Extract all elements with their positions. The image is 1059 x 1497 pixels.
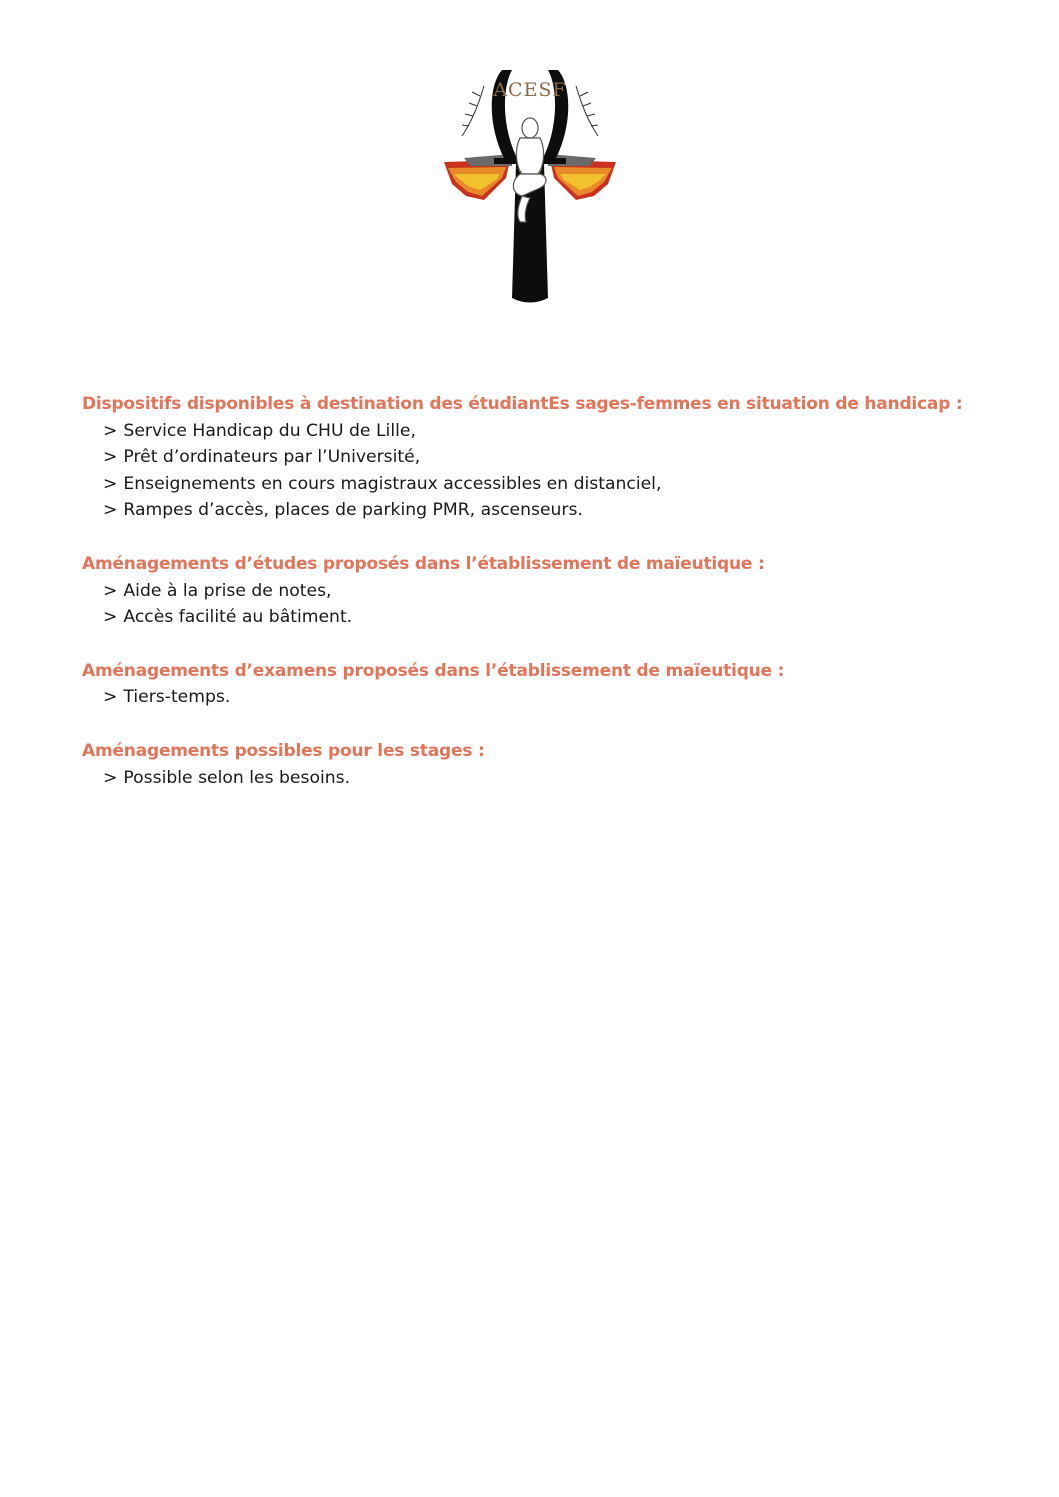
bullet-glyph: > (103, 607, 118, 628)
bullet-glyph: > (103, 767, 118, 788)
list-item (82, 604, 982, 631)
section-amenagements-examens (82, 658, 982, 711)
item-text: Enseignements en cours magistraux accessibles en distanciel, (123, 473, 662, 494)
item-text: Tiers-temps. (123, 687, 231, 708)
bullet-glyph: > (103, 687, 118, 708)
list-item (82, 444, 982, 471)
section-amenagements-etudes (82, 551, 982, 631)
item-list (82, 578, 982, 631)
list-item (82, 765, 982, 792)
bullet-glyph: > (103, 500, 118, 521)
section-heading: Dispositifs disponibles à destination des étudiantEs sages-femmes en situation de handicap : (82, 394, 963, 414)
bullet-glyph: > (103, 420, 118, 441)
item-text: Accès facilité au bâtiment. (123, 607, 353, 628)
section-heading: Aménagements d’examens proposés dans l’établissement de maïeutique : (82, 660, 785, 681)
bullet-glyph: > (103, 580, 118, 601)
item-text: Rampes d’accès, places de parking PMR, ascenseurs. (123, 500, 583, 521)
item-list (82, 765, 982, 792)
list-item (82, 684, 982, 711)
section-heading: Aménagements d’études proposés dans l’établissement de maïeutique : (82, 553, 765, 574)
section-heading: Aménagements possibles pour les stages : (82, 740, 485, 761)
logo-text: ACESF (493, 79, 567, 101)
list-item (82, 418, 982, 445)
document-content (82, 391, 982, 818)
section-amenagements-stages (82, 738, 982, 791)
item-text: Prêt d’ordinateurs par l’Université, (123, 447, 421, 468)
item-text: Aide à la prise de notes, (123, 580, 332, 601)
section-dispositifs (82, 391, 982, 524)
list-item (82, 471, 982, 498)
acesf-logo (440, 66, 620, 306)
bullet-glyph: > (103, 473, 118, 494)
list-item (82, 497, 982, 524)
item-text: Possible selon les besoins. (123, 767, 351, 788)
list-item (82, 578, 982, 605)
item-list (82, 684, 982, 711)
bullet-glyph: > (103, 447, 118, 468)
item-list (82, 418, 982, 524)
item-text: Service Handicap du CHU de Lille, (123, 420, 416, 441)
